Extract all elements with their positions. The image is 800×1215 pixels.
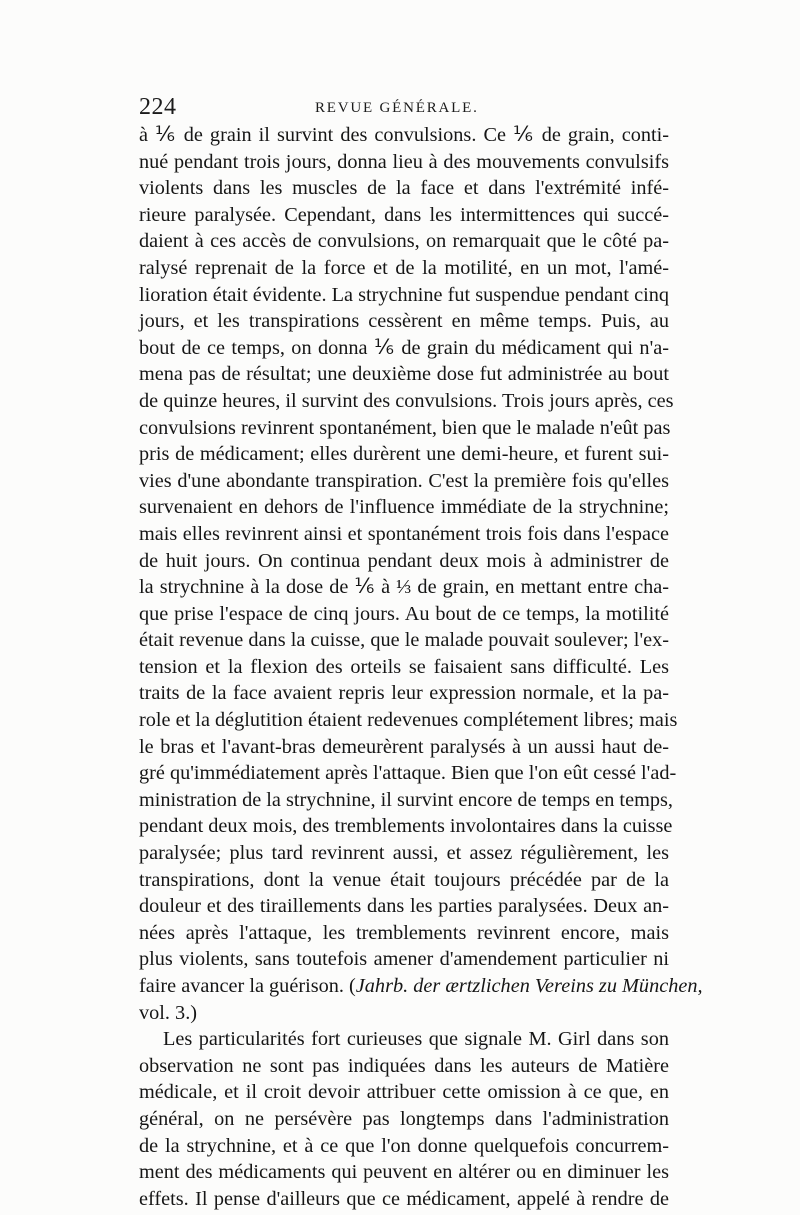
text-line: traits de la face avaient repris leur expression normale, et la pa- (139, 682, 669, 705)
text-line: bout de ce temps, on donna ⅙ de grain du médicament qui n'a- (139, 336, 669, 359)
text-line: paralysée; plus tard revinrent aussi, et assez régulièrement, les (139, 842, 669, 865)
text-line: ment des médicaments qui peuvent en altérer ou en diminuer les (139, 1161, 669, 1184)
text-line: pris de médicament; elles durèrent une demi-heure, et furent sui- (139, 443, 669, 466)
text-line: observation ne sont pas indiquées dans les auteurs de Matière (139, 1054, 669, 1077)
text-line: que prise l'espace de cinq jours. Au bout de ce temps, la motilité (139, 602, 669, 625)
text-line: pendant deux mois, des tremblements involontaires dans la cuisse (139, 815, 673, 838)
citation-end-line: vol. 3.) (139, 1001, 198, 1024)
citation-prefix: faire avancer la guérison. ( (139, 975, 356, 997)
text-line: lioration était évidente. La strychnine fut suspendue pendant cinq (139, 283, 669, 306)
text-line: transpirations, dont la venue était toujours précédée par de la (139, 868, 669, 891)
text-line: la strychnine à la dose de ⅙ à ⅓ de grain, en mettant entre cha- (139, 576, 669, 599)
text-line: tension et la flexion des orteils se faisaient sans difficulté. Les (139, 655, 669, 678)
text-line: effets. Il pense d'ailleurs que ce médicament, appelé à rendre de (139, 1187, 669, 1210)
text-line: mais elles revinrent ainsi et spontanément trois fois dans l'espace (139, 522, 669, 545)
text-line: à ⅙ de grain il survint des convulsions. Ce ⅙ de grain, conti- (139, 124, 669, 146)
text-line: médicale, et il croit devoir attribuer cette omission à ce que, en (139, 1081, 669, 1104)
text-line: convulsions revinrent spontanément, bien que le malade n'eût pas (139, 416, 671, 439)
text-line: de quinze heures, il survint des convulsions. Trois jours après, ces (139, 389, 674, 412)
citation-source: Jahrb. der ærtzlichen Vereins zu München, (355, 975, 703, 997)
text-line: nué pendant trois jours, donna lieu à des mouvements convulsifs (139, 150, 669, 173)
text-line: nées après l'attaque, les tremblements revinrent encore, mais (139, 921, 669, 944)
text-line: rieure paralysée. Cependant, dans les intermittences qui succé- (139, 203, 669, 226)
running-head: REVUE GÉNÉRALE. (315, 100, 479, 116)
text-line: role et la déglutition étaient redevenues complétement libres; mais (139, 709, 678, 732)
text-line: de huit jours. On continua pendant deux mois à administrer de (139, 549, 669, 572)
text-line: douleur et des tiraillements dans les parties paralysées. Deux an- (139, 895, 669, 918)
body-text (139, 122, 703, 1212)
text-line: jours, et les transpirations cessèrent en même temps. Puis, au (139, 310, 669, 333)
text-line: était revenue dans la cuisse, que le malade pouvait soulever; l'ex- (139, 629, 669, 652)
paragraph-start-line: Les particularités fort curieuses que signale M. Girl dans son (163, 1028, 669, 1051)
text-line: vies d'une abondante transpiration. C'est la première fois qu'elles (139, 469, 669, 492)
text-line: mena pas de résultat; une deuxième dose fut administrée au bout (139, 363, 669, 386)
text-line: plus violents, sans toutefois amener d'amendement particulier ni (139, 948, 669, 971)
text-line: de la strychnine, et à ce que l'on donne quelquefois concurrem- (139, 1134, 669, 1157)
text-line: survenaient en dehors de l'influence immédiate de la strychnine; (139, 496, 669, 519)
text-line: ralysé reprenait de la force et de la motilité, en un mot, l'amé- (139, 256, 669, 279)
text-line: gré qu'immédiatement après l'attaque. Bien que l'on eût cessé l'ad- (139, 762, 677, 785)
text-line: ministration de la strychnine, il survint encore de temps en temps, (139, 788, 673, 811)
text-line: le bras et l'avant-bras demeurèrent paralysés à un aussi haut de- (139, 735, 669, 758)
text-line: violents dans les muscles de la face et dans l'extrémité infé- (139, 177, 669, 200)
page-header (139, 94, 669, 124)
page-number: 224 (139, 94, 177, 120)
text-line: daient à ces accès de convulsions, on remarquait que le côté pa- (139, 230, 669, 253)
citation-line (139, 973, 703, 1000)
text-line: général, on ne persévère pas longtemps dans l'administration (139, 1107, 669, 1130)
